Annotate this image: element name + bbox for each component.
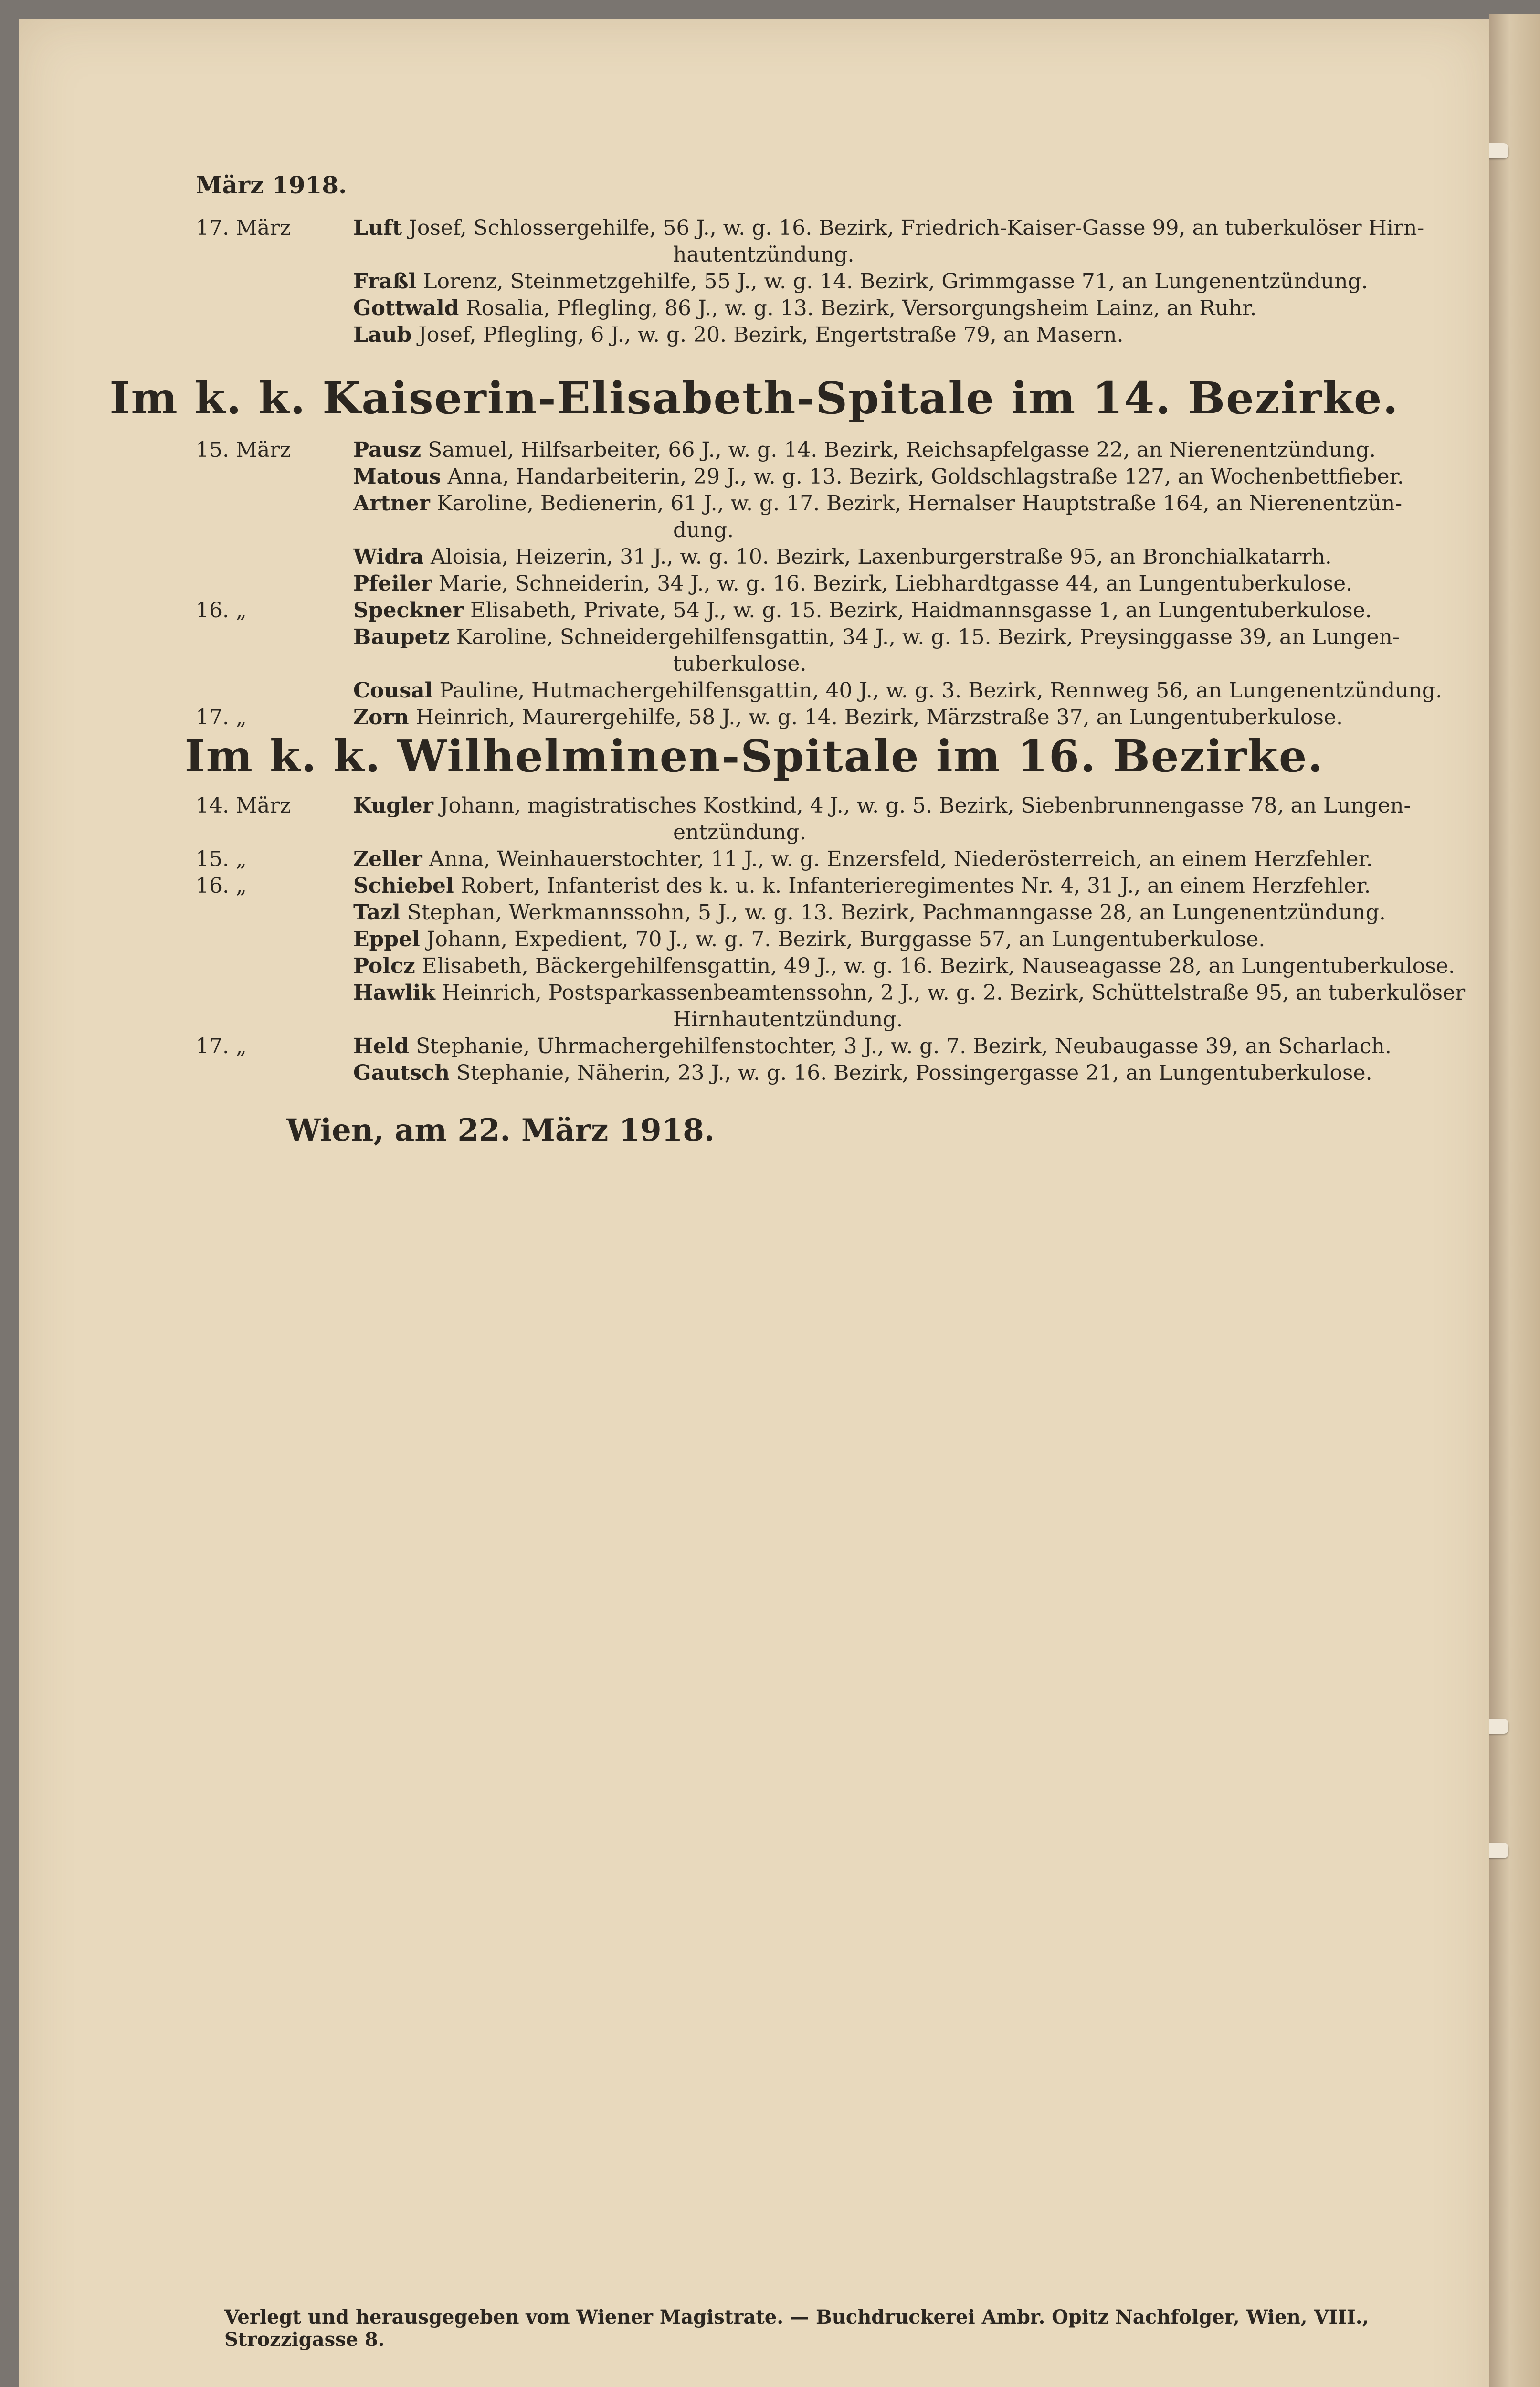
entry-continuation: hautentzündung. [673, 243, 854, 267]
section-list [196, 215, 1494, 349]
list-item [196, 953, 1494, 980]
list-item [196, 464, 1494, 490]
entry-date: 17. „ [196, 705, 247, 729]
list-item [196, 704, 1494, 731]
closing-date: Wien, am 22. März 1918. [286, 1112, 715, 1148]
entry-text: Anna, Weinhauerstochter, 11 J., w. g. Enzersfeld, Niederösterreich, an einem Herzfehler. [429, 847, 1373, 871]
entry-surname: Speckner [353, 598, 464, 623]
entry-date: 15. „ [196, 847, 247, 871]
list-item [196, 597, 1494, 624]
adjacent-page-edge [1489, 14, 1540, 2387]
entry-surname: Cousal [353, 678, 433, 703]
entry-text: Anna, Handarbeiterin, 29 J., w. g. 13. Bezirk, Goldschlagstraße 127, an Wochenbettfieber. [447, 465, 1404, 489]
entry-date: 14. März [196, 793, 291, 818]
entry-surname: Polcz [353, 954, 415, 978]
list-item [196, 980, 1494, 1033]
entry-text: Robert, Infanterist des k. u. k. Infanterieregimentes Nr. 4, 31 J., an einem Herzfehler. [460, 874, 1371, 898]
entry-surname: Artner [353, 491, 430, 516]
entry-text: Elisabeth, Private, 54 J., w. g. 15. Bezirk, Haidmannsgasse 1, an Lungentuberkulose. [470, 598, 1372, 623]
entry-surname: Kugler [353, 793, 433, 818]
list-item [196, 215, 1494, 268]
entry-continuation: Hirnhautentzündung. [673, 1007, 903, 1032]
list-item [196, 792, 1494, 846]
section-heading: Im k. k. Wilhelminen-Spitale im 16. Bezirke. [184, 730, 1324, 782]
entry-surname: Hawlik [353, 981, 435, 1005]
document-page [19, 19, 1489, 2387]
list-item [196, 437, 1494, 464]
list-item [196, 268, 1494, 295]
entry-text: Heinrich, Postsparkassenbeamtenssohn, 2 J., w. g. 2. Bezirk, Schüttelstraße 95, an tuberkulöser [442, 981, 1466, 1005]
list-item [196, 544, 1494, 570]
entry-surname: Zorn [353, 705, 409, 729]
entry-continuation: tuberkulose. [673, 652, 807, 676]
entry-surname: Matous [353, 465, 441, 489]
entry-text: Johann, Expedient, 70 J., w. g. 7. Bezirk, Burggasse 57, an Lungentuberkulose. [426, 927, 1266, 951]
entry-text: Elisabeth, Bäckergehilfensgattin, 49 J., w. g. 16. Bezirk, Nauseagasse 28, an Lungentuberkulose. [422, 954, 1455, 978]
list-item [196, 899, 1494, 926]
section-list [196, 792, 1494, 1087]
entry-date: 15. März [196, 438, 291, 462]
entry-surname: Pfeiler [353, 571, 432, 596]
entry-surname: Baupetz [353, 625, 450, 649]
list-item [196, 926, 1494, 953]
entry-surname: Pausz [353, 438, 422, 462]
section-heading: Im k. k. Kaiserin-Elisabeth-Spitale im 14. Bezirke. [109, 372, 1399, 424]
list-item [196, 490, 1494, 544]
list-item [196, 322, 1494, 349]
list-item [196, 570, 1494, 597]
entry-surname: Fraßl [353, 269, 417, 294]
page-header: März 1918. [196, 171, 347, 199]
entry-date: 16. „ [196, 874, 247, 898]
entry-text: Aloisia, Heizerin, 31 J., w. g. 10. Bezirk, Laxenburgerstraße 95, an Bronchialkatarrh. [430, 545, 1332, 569]
list-item [196, 1060, 1494, 1087]
list-item [196, 624, 1494, 677]
entry-text: Josef, Pflegling, 6 J., w. g. 20. Bezirk, Engertstraße 79, an Masern. [418, 323, 1124, 347]
list-item [196, 295, 1494, 322]
entry-continuation: dung. [673, 518, 734, 542]
list-item [196, 873, 1494, 899]
entry-surname: Schiebel [353, 874, 454, 898]
entry-text: Johann, magistratisches Kostkind, 4 J., w. g. 5. Bezirk, Siebenbrunnengasse 78, an Lungen- [440, 793, 1411, 818]
entry-date: 16. „ [196, 598, 247, 623]
section-list [196, 437, 1494, 731]
entry-continuation: entzündung. [673, 820, 806, 845]
entry-text: Stephanie, Uhrmachergehilfenstochter, 3 J., w. g. 7. Bezirk, Neubaugasse 39, an Scharlach. [416, 1034, 1392, 1058]
entry-text: Marie, Schneiderin, 34 J., w. g. 16. Bezirk, Liebhardtgasse 44, an Lungentuberkulose. [438, 571, 1353, 596]
entry-surname: Eppel [353, 927, 420, 951]
entry-surname: Zeller [353, 847, 422, 871]
entry-text: Karoline, Bedienerin, 61 J., w. g. 17. Bezirk, Hernalser Hauptstraße 164, an Nierenentzün- [436, 491, 1403, 516]
list-item [196, 1033, 1494, 1060]
entry-surname: Gottwald [353, 296, 459, 320]
entry-surname: Luft [353, 216, 402, 240]
entry-surname: Tazl [353, 900, 401, 925]
entry-surname: Held [353, 1034, 410, 1058]
entry-text: Pauline, Hutmachergehilfensgattin, 40 J., w. g. 3. Bezirk, Rennweg 56, an Lungenentzündung. [439, 678, 1443, 703]
entry-surname: Laub [353, 323, 412, 347]
entry-text: Lorenz, Steinmetzgehilfe, 55 J., w. g. 14. Bezirk, Grimmgasse 71, an Lungenentzündung. [423, 269, 1368, 294]
entry-text: Stephan, Werkmannssohn, 5 J., w. g. 13. Bezirk, Pachmanngasse 28, an Lungenentzündung. [407, 900, 1386, 925]
entry-text: Karoline, Schneidergehilfensgattin, 34 J., w. g. 15. Bezirk, Preysinggasse 39, an Lungen- [456, 625, 1400, 649]
entry-date: 17. „ [196, 1034, 247, 1058]
entry-text: Josef, Schlossergehilfe, 56 J., w. g. 16. Bezirk, Friedrich-Kaiser-Gasse 99, an tuberkulöser Hirn- [409, 216, 1424, 240]
list-item [196, 846, 1494, 873]
entry-surname: Gautsch [353, 1061, 450, 1085]
entry-text: Samuel, Hilfsarbeiter, 66 J., w. g. 14. Bezirk, Reichsapfelgasse 22, an Nierenentzündung. [428, 438, 1376, 462]
entry-surname: Widra [353, 545, 424, 569]
entry-text: Rosalia, Pflegling, 86 J., w. g. 13. Bezirk, Versorgungsheim Lainz, an Ruhr. [465, 296, 1257, 320]
entry-date: 17. März [196, 216, 291, 240]
entry-text: Heinrich, Maurergehilfe, 58 J., w. g. 14. Bezirk, Märzstraße 37, an Lungentuberkulose. [415, 705, 1343, 729]
imprint-line: Verlegt und herausgegeben vom Wiener Magistrate. — Buchdruckerei Ambr. Opitz Nachfolger, Wien, VIII., Strozzigasse 8. [224, 2306, 1369, 2351]
list-item [196, 677, 1494, 704]
entry-text: Stephanie, Näherin, 23 J., w. g. 16. Bezirk, Possingergasse 21, an Lungentuberkulose. [456, 1061, 1372, 1085]
